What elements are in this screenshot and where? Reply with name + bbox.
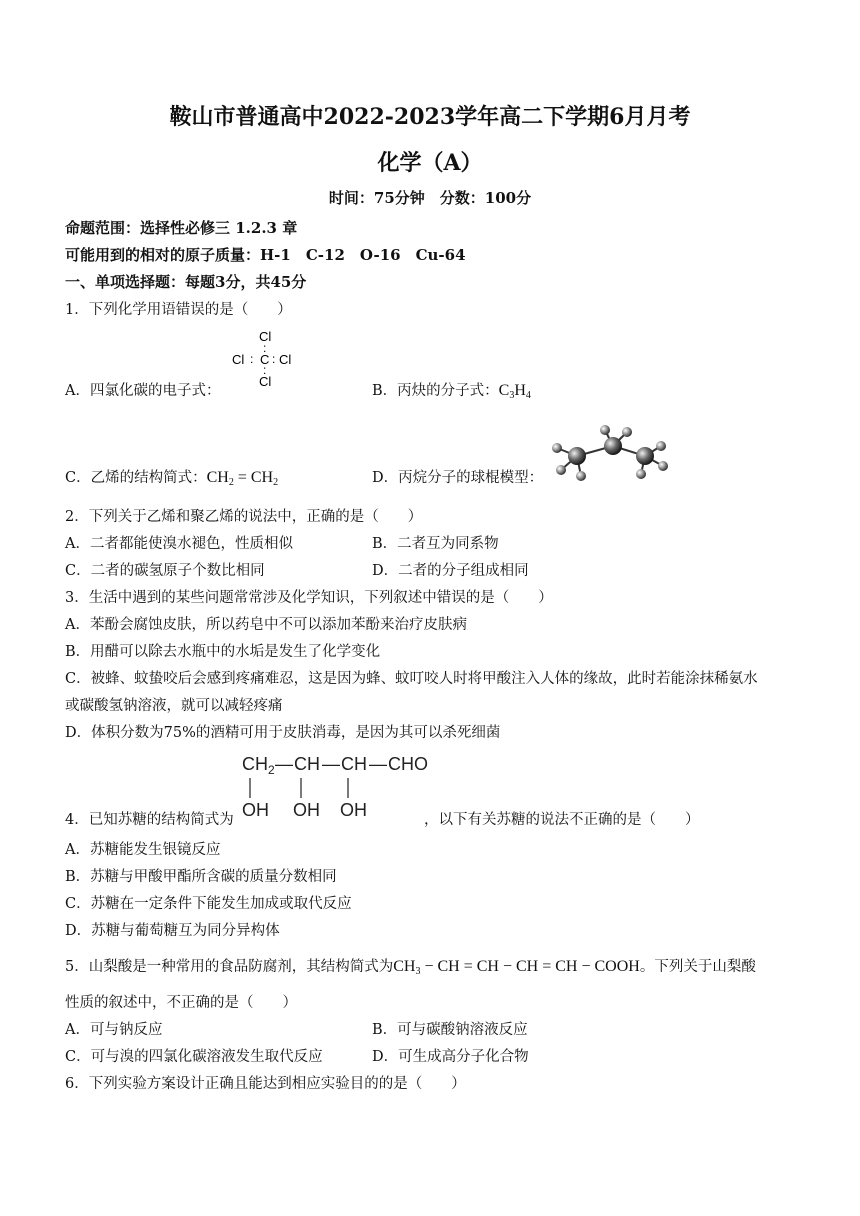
struct-dash-1: — [275,754,293,774]
exam-subject: 化学（A） [377,150,483,176]
struct-dash-2: — [322,754,340,774]
section-heading: 一、单项选择题：每题3分，共45分 [65,273,307,291]
q6-stem: 6．下列实验方案设计正确且能达到相应实验目的的是（ ） [65,1076,466,1092]
struct-cho: CHO [388,754,428,774]
q5-option-d: D．可生成高分子化合物 [372,1049,529,1065]
q4-option-b: B．苏糖与甲酸甲酯所含碳的质量分数相同 [65,869,337,885]
q4-stem-post: ，以下有关苏糖的说法不正确的是（ ） [424,812,700,828]
struct-dash-3: — [369,754,387,774]
q2-stem: 2．下列关于乙烯和聚乙烯的说法中，正确的是（ ） [65,509,423,525]
exam-scope: 命题范围：选择性必修三 1.2.3 章 [65,219,298,237]
struct-ch-1: CH [294,754,320,774]
q5-stem-post: 。下列关于山梨酸 [639,959,756,975]
q1-option-b [372,379,531,401]
atomic-mass-info: 可能用到的相对的原子质量：H-1 C-12 O-16 Cu-64 [65,246,466,264]
q4-stem-pre: 4．已知苏糖的结构简式为 [65,812,234,828]
q1-stem: 1．下列化学用语错误的是（ ） [65,302,292,318]
ethylene-formula: $CH_2 = CH_2$ [206,469,279,488]
q2-option-c: C．二者的碳氢原子个数比相同 [65,563,265,579]
q3-option-b: B．用醋可以除去水瓶中的水垢是发生了化学变化 [65,644,381,660]
q2-option-a: A．二者都能使溴水褪色，性质相似 [65,536,293,552]
q3-option-a: A．苯酚会腐蚀皮肤，所以药皂中不可以添加苯酚来治疗皮肤病 [65,617,467,633]
exam-title: 鞍山市普通高中2022-2023学年高二下学期6月月考 [169,104,691,130]
struct-ch-2: CH [341,754,367,774]
lewis-c-center: C [260,352,270,367]
q5-option-c: C．可与溴的四氯化碳溶液发生取代反应 [65,1049,323,1065]
q4-option-d: D．苏糖与葡萄糖互为同分异构体 [65,923,280,939]
propyne-formula: $C_3H_4$ [498,382,531,401]
struct-oh-2: OH [293,800,320,820]
q1-option-a: A．四氯化碳的电子式： [65,383,221,399]
propane-ball-stick-icon [547,424,671,486]
exam-time-score: 时间：75分钟 分数：100分 [328,189,532,207]
threose-structure [238,750,438,824]
q5-stem [65,955,756,977]
q5-option-b: B．可与碳酸钠溶液反应 [372,1022,528,1038]
q4-option-a: A．苏糖能发生银镜反应 [65,842,221,858]
q2-option-b: B．二者互为同系物 [372,536,499,552]
q4-option-c: C．苏糖在一定条件下能发生加成或取代反应 [65,896,352,912]
lewis-dots-bottom: : [263,363,267,377]
struct-ch2: $CH_2$ [242,754,275,777]
struct-oh-3: OH [340,800,367,820]
lewis-cl-top: Cl [259,329,272,344]
sorbic-acid-formula: $CH_3$ − CH = CH − CH = CH − COOH [393,958,640,977]
q3-option-c: C．被蜂、蚊蛰咬后会感到疼痛难忍，这是因为蜂、蚊叮咬人时将甲酸注入人体的缘故，此时若能涂抹稀氨水 [65,671,758,687]
lewis-cl-bottom: Cl [259,374,272,389]
q3-stem: 3．生活中遇到的某些问题常常涉及化学知识，下列叙述中错误的是（ ） [65,590,553,606]
q1-option-c [65,466,278,488]
q1-option-c-label: C．乙烯的结构简式： [65,470,207,486]
q3-option-c-cont: 或碳酸氢钠溶液，就可以减轻疼痛 [65,698,283,714]
lewis-cl-left: Cl [232,352,245,367]
lewis-dots-left: : [250,352,254,366]
struct-oh-1: OH [242,800,269,820]
lewis-dots-right: : [272,352,276,366]
q2-option-d: D．二者的分子组成相同 [372,563,529,579]
lewis-cl-right: Cl [279,352,292,367]
q1-option-b-label: B．丙炔的分子式： [372,383,499,399]
lewis-dots-top: : [263,341,267,355]
q5-stem-pre: 5．山梨酸是一种常用的食品防腐剂，其结构简式为 [65,959,394,975]
q5-option-a: A．可与钠反应 [65,1022,163,1038]
q5-stem-cont: 性质的叙述中，不正确的是（ ） [65,995,297,1011]
ccl4-lewis-structure [230,326,302,390]
q1-option-d: D．丙烷分子的球棍模型： [372,470,544,486]
q3-option-d: D．体积分数为75%的酒精可用于皮肤消毒，是因为其可以杀死细菌 [65,725,501,741]
